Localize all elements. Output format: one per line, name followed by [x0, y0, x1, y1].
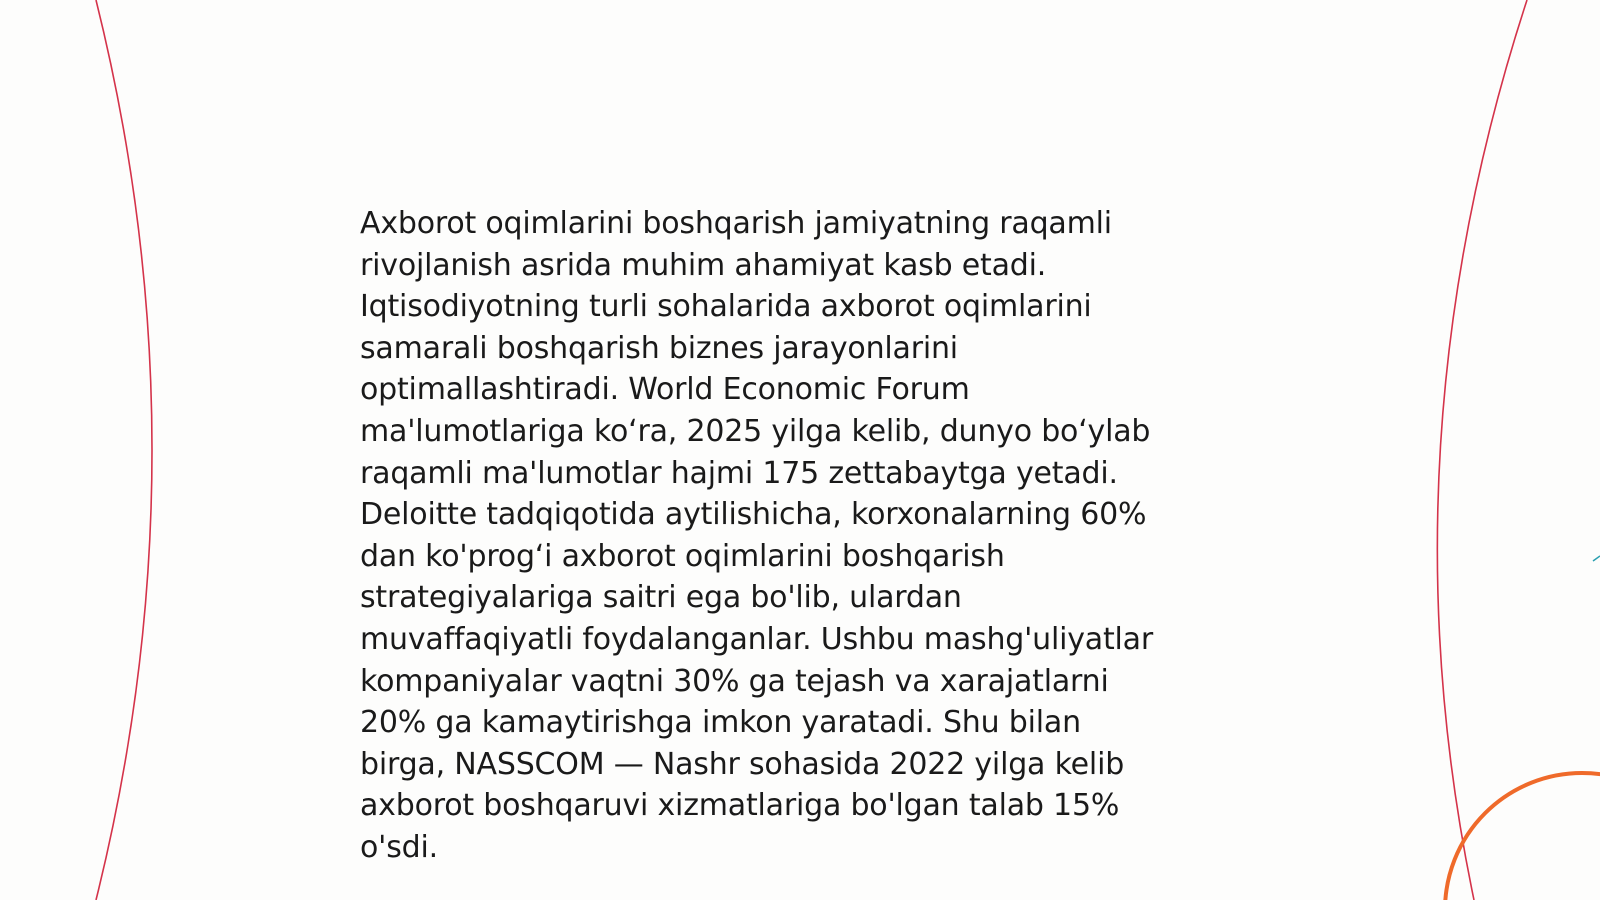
paragraph-line: o'sdi. [360, 829, 438, 865]
paragraph-line: strategiyalariga saitri ega bo'lib, ulardan [360, 580, 962, 616]
body-paragraph [360, 203, 1240, 869]
teal-arrow-icon [1593, 556, 1600, 561]
left-arc-line [96, 0, 152, 900]
paragraph-line: 20% ga kamaytirishga imkon yaratadi. Shu bilan [360, 705, 1081, 741]
paragraph-line: kompaniyalar vaqtni 30% ga tejash va xarajatlarni [360, 663, 1109, 699]
orange-ring [1445, 773, 1600, 900]
paragraph-line: muvaffaqiyatli foydalanganlar. Ushbu mashg'uliyatlar [360, 621, 1153, 657]
paragraph-line: birga, NASSCOM — Nashr sohasida 2022 yilga kelib [360, 746, 1125, 782]
paragraph-line: axborot boshqaruvi xizmatlariga bo'lgan talab 15% [360, 788, 1120, 824]
paragraph-line: rivojlanish asrida muhim ahamiyat kasb etadi. [360, 247, 1047, 283]
paragraph-line: ma'lumotlariga ko‘ra, 2025 yilga kelib, dunyo bo‘ylab [360, 413, 1151, 449]
paragraph-line: dan ko'prog‘i axborot oqimlarini boshqarish [360, 538, 1005, 574]
paragraph-line: raqamli ma'lumotlar hajmi 175 zettabaytga yetadi. [360, 455, 1118, 491]
paragraph-line: Axborot oqimlarini boshqarish jamiyatning raqamli [360, 206, 1112, 241]
paragraph-line: Iqtisodiyotning turli sohalarida axborot oqimlarini [360, 289, 1092, 325]
paragraph-line: Deloitte tadqiqotida aytilishicha, korxonalarning 60% [360, 497, 1147, 533]
paragraph-line: optimallashtiradi. World Economic Forum [360, 372, 970, 408]
right-arc-line [1437, 0, 1527, 900]
paragraph-line: samarali boshqarish biznes jarayonlarini [360, 330, 958, 366]
